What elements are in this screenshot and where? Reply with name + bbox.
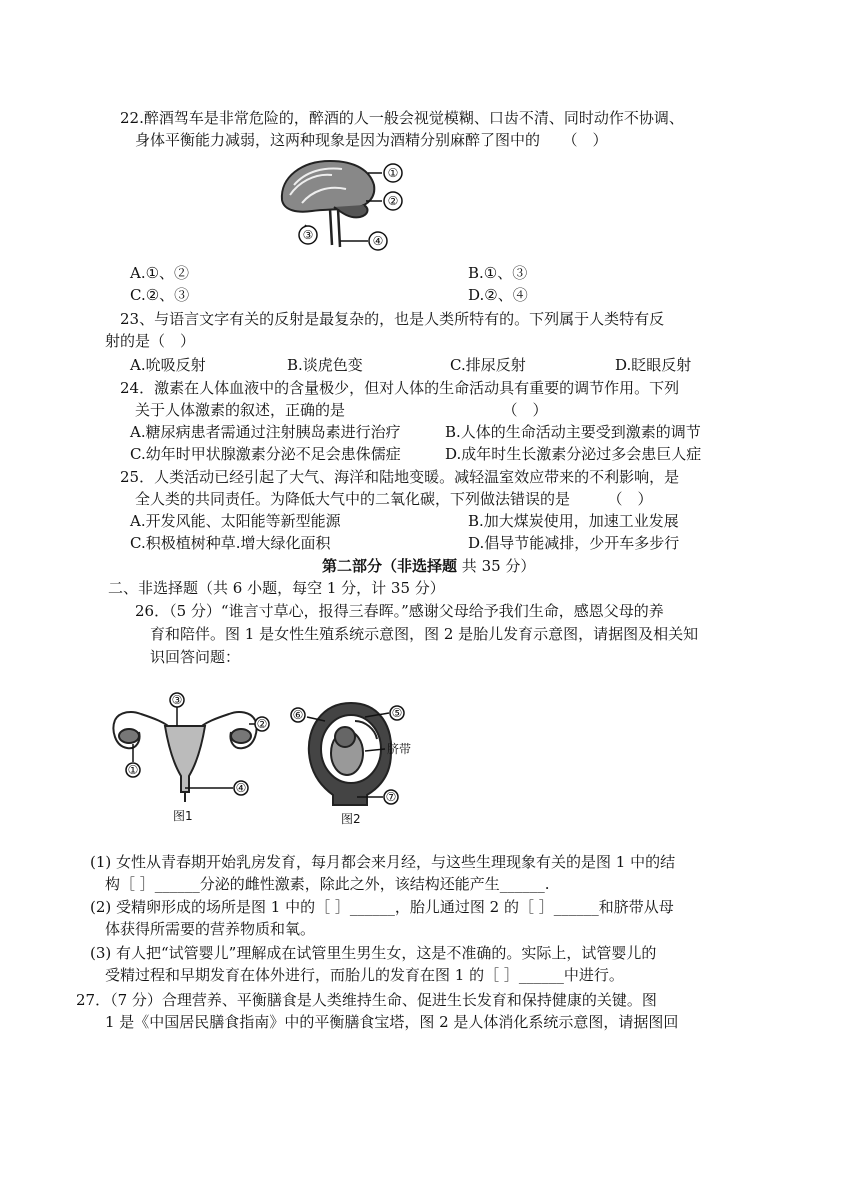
q25-option-a: A.开发风能、太阳能等新型能源 — [130, 512, 341, 530]
q26-line1: 26．（5 分）“谁言寸草心，报得三春晖。”感谢父母给予我们生命，感恩父母的养 — [135, 602, 664, 620]
q25-option-d: D.倡导节能减排，少开车多步行 — [468, 534, 680, 552]
female-reproductive-figure — [105, 690, 275, 830]
fetus-figure — [285, 695, 415, 830]
q23-line2: 射的是（ ） — [105, 332, 196, 350]
fig1-label-4: ④ — [235, 781, 247, 795]
part2-title-tail: 共 35 分） — [461, 557, 536, 575]
brain-label-3: ③ — [302, 228, 314, 242]
fig1-label-1: ① — [127, 763, 139, 777]
fetus-icon — [309, 703, 391, 805]
q22-option-d: D.②、④ — [468, 286, 528, 304]
part2-title: 第二部分（非选择题 — [322, 557, 458, 575]
q23-line1: 23、与语言文字有关的反射是最复杂的，也是人类所特有的。下列属于人类特有反 — [120, 310, 665, 328]
fig1-caption: 图1 — [173, 809, 193, 823]
fig1-label-2: ② — [256, 717, 268, 731]
q25-option-b: B.加大煤炭使用，加速工业发展 — [468, 512, 679, 530]
q24-line1: 24．激素在人体血液中的含量极少，但对人体的生命活动具有重要的调节作用。下列 — [120, 379, 680, 397]
brain-label-1: ① — [387, 166, 399, 180]
q27-line1: 27．（7 分）合理营养、平衡膳食是人类维持生命、促进生长发育和保持健康的关键。图 — [76, 991, 657, 1009]
q26-s2-line1: (2) 受精卵形成的场所是图 1 中的［ ］______，胎儿通过图 2 的［ ］______和脐带从母 — [90, 898, 674, 916]
q22-option-b: B.①、③ — [468, 264, 528, 282]
q26-s2-line2: 体获得所需要的营养物质和氧。 — [105, 920, 316, 938]
q24-option-d: D.成年时生长激素分泌过多会患巨人症 — [445, 445, 702, 463]
fig2-label-umbilical: 脐带 — [387, 742, 412, 756]
q25-option-c: C.积极植树种草.增大绿化面积 — [130, 534, 331, 552]
q26-s1-line2: 构［ ］______分泌的雌性激素，除此之外，该结构还能产生______. — [105, 875, 550, 893]
q26-line3: 识回答问题： — [150, 648, 241, 666]
q22-option-c: C.②、③ — [130, 286, 190, 304]
fig2-label-5: ⑤ — [391, 706, 403, 720]
q26-s3-line2: 受精过程和早期发育在体外进行，而胎儿的发育在图 1 的［ ］______中进行。 — [105, 966, 624, 984]
q26-line2: 育和陪伴。图 1 是女性生殖系统示意图，图 2 是胎儿发育示意图，请据图及相关知 — [150, 625, 699, 643]
fig1-label-3: ③ — [171, 693, 183, 707]
q25-line2: 全人类的共同责任。为降低大气中的二氧化碳，下列做法错误的是 （ ） — [135, 490, 653, 508]
fig2-caption: 图2 — [341, 812, 361, 826]
brain-label-2: ② — [387, 194, 399, 208]
q26-s1-line1: (1) 女性从青春期开始乳房发育，每月都会来月经，与这些生理现象有关的是图 1 中的结 — [90, 853, 676, 871]
q24-option-c: C.幼年时甲状腺激素分泌不足会患侏儒症 — [130, 445, 401, 463]
q26-s3-line1: (3) 有人把“试管婴儿”理解成在试管里生男生女，这是不准确的。实际上，试管婴儿的 — [90, 944, 657, 962]
q22-line2: 身体平衡能力减弱，这两种现象是因为酒精分别麻醉了图中的 （ ） — [135, 131, 608, 149]
part2-heading — [322, 556, 535, 576]
q23-option-d: D.眨眼反射 — [615, 356, 692, 374]
q27-line2: 1 是《中国居民膳食指南》中的平衡膳食宝塔，图 2 是人体消化系统示意图，请据图回 — [105, 1013, 679, 1031]
q25-line1: 25．人类活动已经引起了大气、海洋和陆地变暖。减轻温室效应带来的不利影响，是 — [120, 468, 680, 486]
q23-option-a: A.吮吸反射 — [130, 356, 206, 374]
q23-option-c: C.排尿反射 — [450, 356, 526, 374]
q23-option-b: B.谈虎色变 — [287, 356, 363, 374]
brain-icon — [282, 161, 374, 247]
brain-figure — [272, 155, 422, 260]
part2-section: 二、非选择题（共 6 小题，每空 1 分，计 35 分） — [108, 579, 445, 597]
q22-line1: 22.醉酒驾车是非常危险的，醉酒的人一般会视觉模糊、口齿不清、同时动作不协调、 — [120, 109, 684, 127]
brain-label-4: ④ — [372, 234, 384, 248]
q24-option-b: B.人体的生命活动主要受到激素的调节 — [445, 423, 701, 441]
fig2-label-6: ⑥ — [292, 708, 304, 722]
fig2-label-7: ⑦ — [385, 790, 397, 804]
q24-line2: 关于人体激素的叙述，正确的是 （ ） — [135, 401, 548, 419]
q22-option-a: A.①、② — [130, 264, 190, 282]
q24-option-a: A.糖尿病患者需通过注射胰岛素进行治疗 — [130, 423, 401, 441]
